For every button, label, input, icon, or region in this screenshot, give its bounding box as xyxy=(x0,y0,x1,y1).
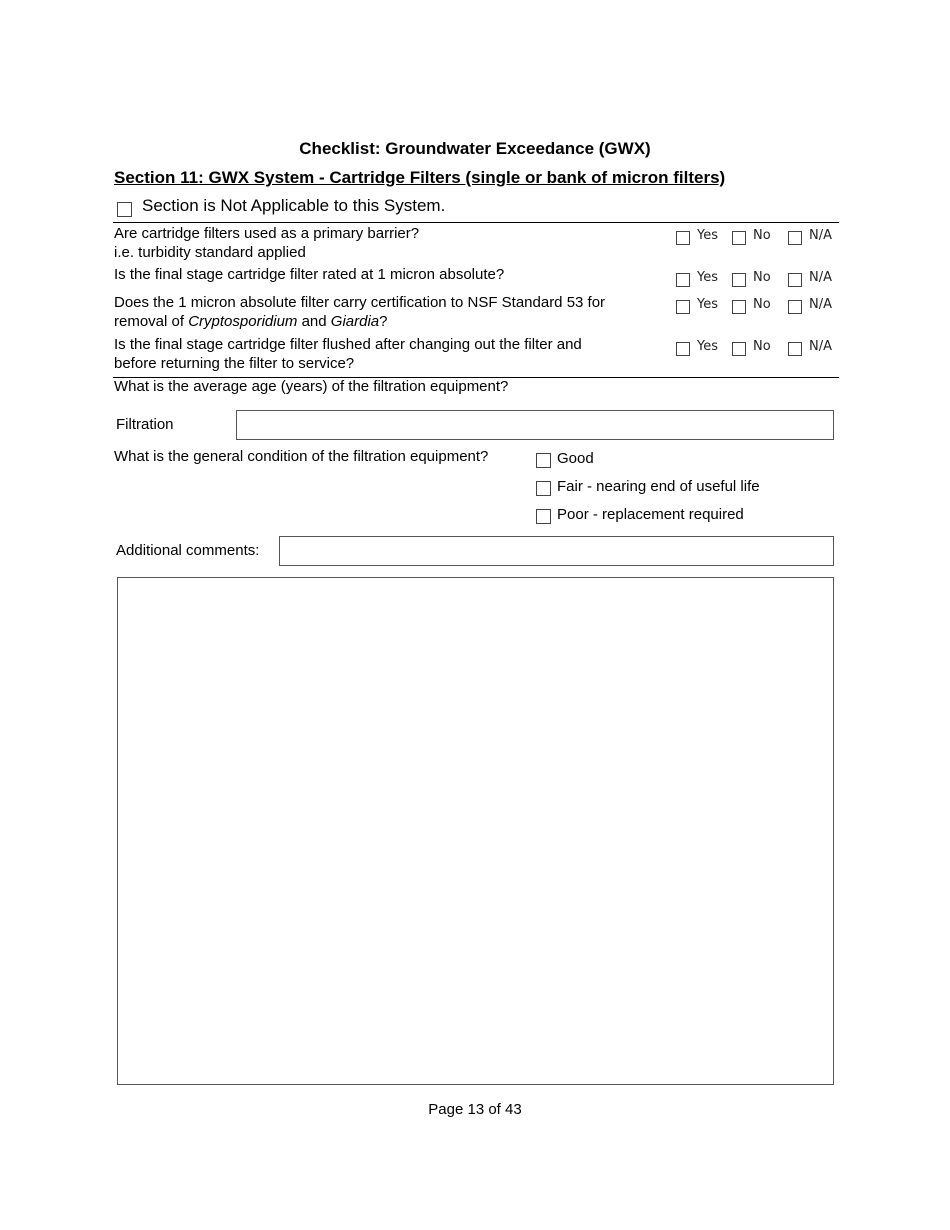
q2-yes-checkbox[interactable] xyxy=(676,273,690,287)
q1-no-checkbox[interactable] xyxy=(732,231,746,245)
filtration-label: Filtration xyxy=(116,416,174,433)
comments-label: Additional comments: xyxy=(116,542,260,559)
age-question: What is the average age (years) of the filtration equipment? xyxy=(114,378,509,395)
section-divider-top xyxy=(113,222,839,223)
q3-no-checkbox[interactable] xyxy=(732,300,746,314)
question-filter-flushed xyxy=(114,335,654,373)
q2-no-checkbox[interactable] xyxy=(732,273,746,287)
condition-good-checkbox[interactable] xyxy=(536,453,551,468)
q1-yes-label: Yes xyxy=(697,228,718,243)
q1-na-checkbox[interactable] xyxy=(788,231,802,245)
q3-na-checkbox[interactable] xyxy=(788,300,802,314)
section-title: Section 11: GWX System - Cartridge Filters (single or bank of micron filters) xyxy=(114,168,726,187)
q1-yes-checkbox[interactable] xyxy=(676,231,690,245)
not-applicable-checkbox[interactable] xyxy=(117,202,132,217)
question-line: Is the final stage cartridge filter rated at 1 micron absolute? xyxy=(114,266,505,283)
page-number: Page 13 of 43 xyxy=(428,1101,522,1118)
filtration-age-input[interactable] xyxy=(236,410,834,440)
comments-header-input[interactable] xyxy=(279,536,834,566)
q3-na-label: N/A xyxy=(809,297,832,312)
condition-good-label: Good xyxy=(557,450,594,467)
question-line: Are cartridge filters used as a primary barrier? xyxy=(114,225,420,242)
condition-poor-checkbox[interactable] xyxy=(536,509,551,524)
condition-question: What is the general condition of the filtration equipment? xyxy=(114,448,489,465)
q1-no-label: No xyxy=(753,228,771,243)
question-nsf-certification xyxy=(114,293,654,331)
q4-no-checkbox[interactable] xyxy=(732,342,746,356)
q3-yes-label: Yes xyxy=(697,297,718,312)
q4-na-label: N/A xyxy=(809,339,832,354)
question-line: before returning the filter to service? xyxy=(114,355,355,372)
condition-fair-checkbox[interactable] xyxy=(536,481,551,496)
question-primary-barrier xyxy=(114,224,654,262)
document-title: Checklist: Groundwater Exceedance (GWX) xyxy=(299,139,651,158)
q2-na-label: N/A xyxy=(809,270,832,285)
q3-no-label: No xyxy=(753,297,771,312)
q3-yes-checkbox[interactable] xyxy=(676,300,690,314)
question-line: Is the final stage cartridge filter flushed after changing out the filter and xyxy=(114,336,582,353)
q4-no-label: No xyxy=(753,339,771,354)
comments-textarea[interactable] xyxy=(117,577,834,1085)
q2-na-checkbox[interactable] xyxy=(788,273,802,287)
q4-yes-checkbox[interactable] xyxy=(676,342,690,356)
q2-no-label: No xyxy=(753,270,771,285)
condition-fair-label: Fair - nearing end of useful life xyxy=(557,478,760,495)
q1-na-label: N/A xyxy=(809,228,832,243)
question-micron-rating xyxy=(114,265,654,284)
q4-na-checkbox[interactable] xyxy=(788,342,802,356)
q4-yes-label: Yes xyxy=(697,339,718,354)
not-applicable-label: Section is Not Applicable to this System. xyxy=(142,196,446,215)
question-line: removal of Cryptosporidium and Giardia? xyxy=(114,313,388,330)
question-line: i.e. turbidity standard applied xyxy=(114,244,306,261)
question-line: Does the 1 micron absolute filter carry certification to NSF Standard 53 for xyxy=(114,294,606,311)
condition-poor-label: Poor - replacement required xyxy=(557,506,744,523)
q2-yes-label: Yes xyxy=(697,270,718,285)
